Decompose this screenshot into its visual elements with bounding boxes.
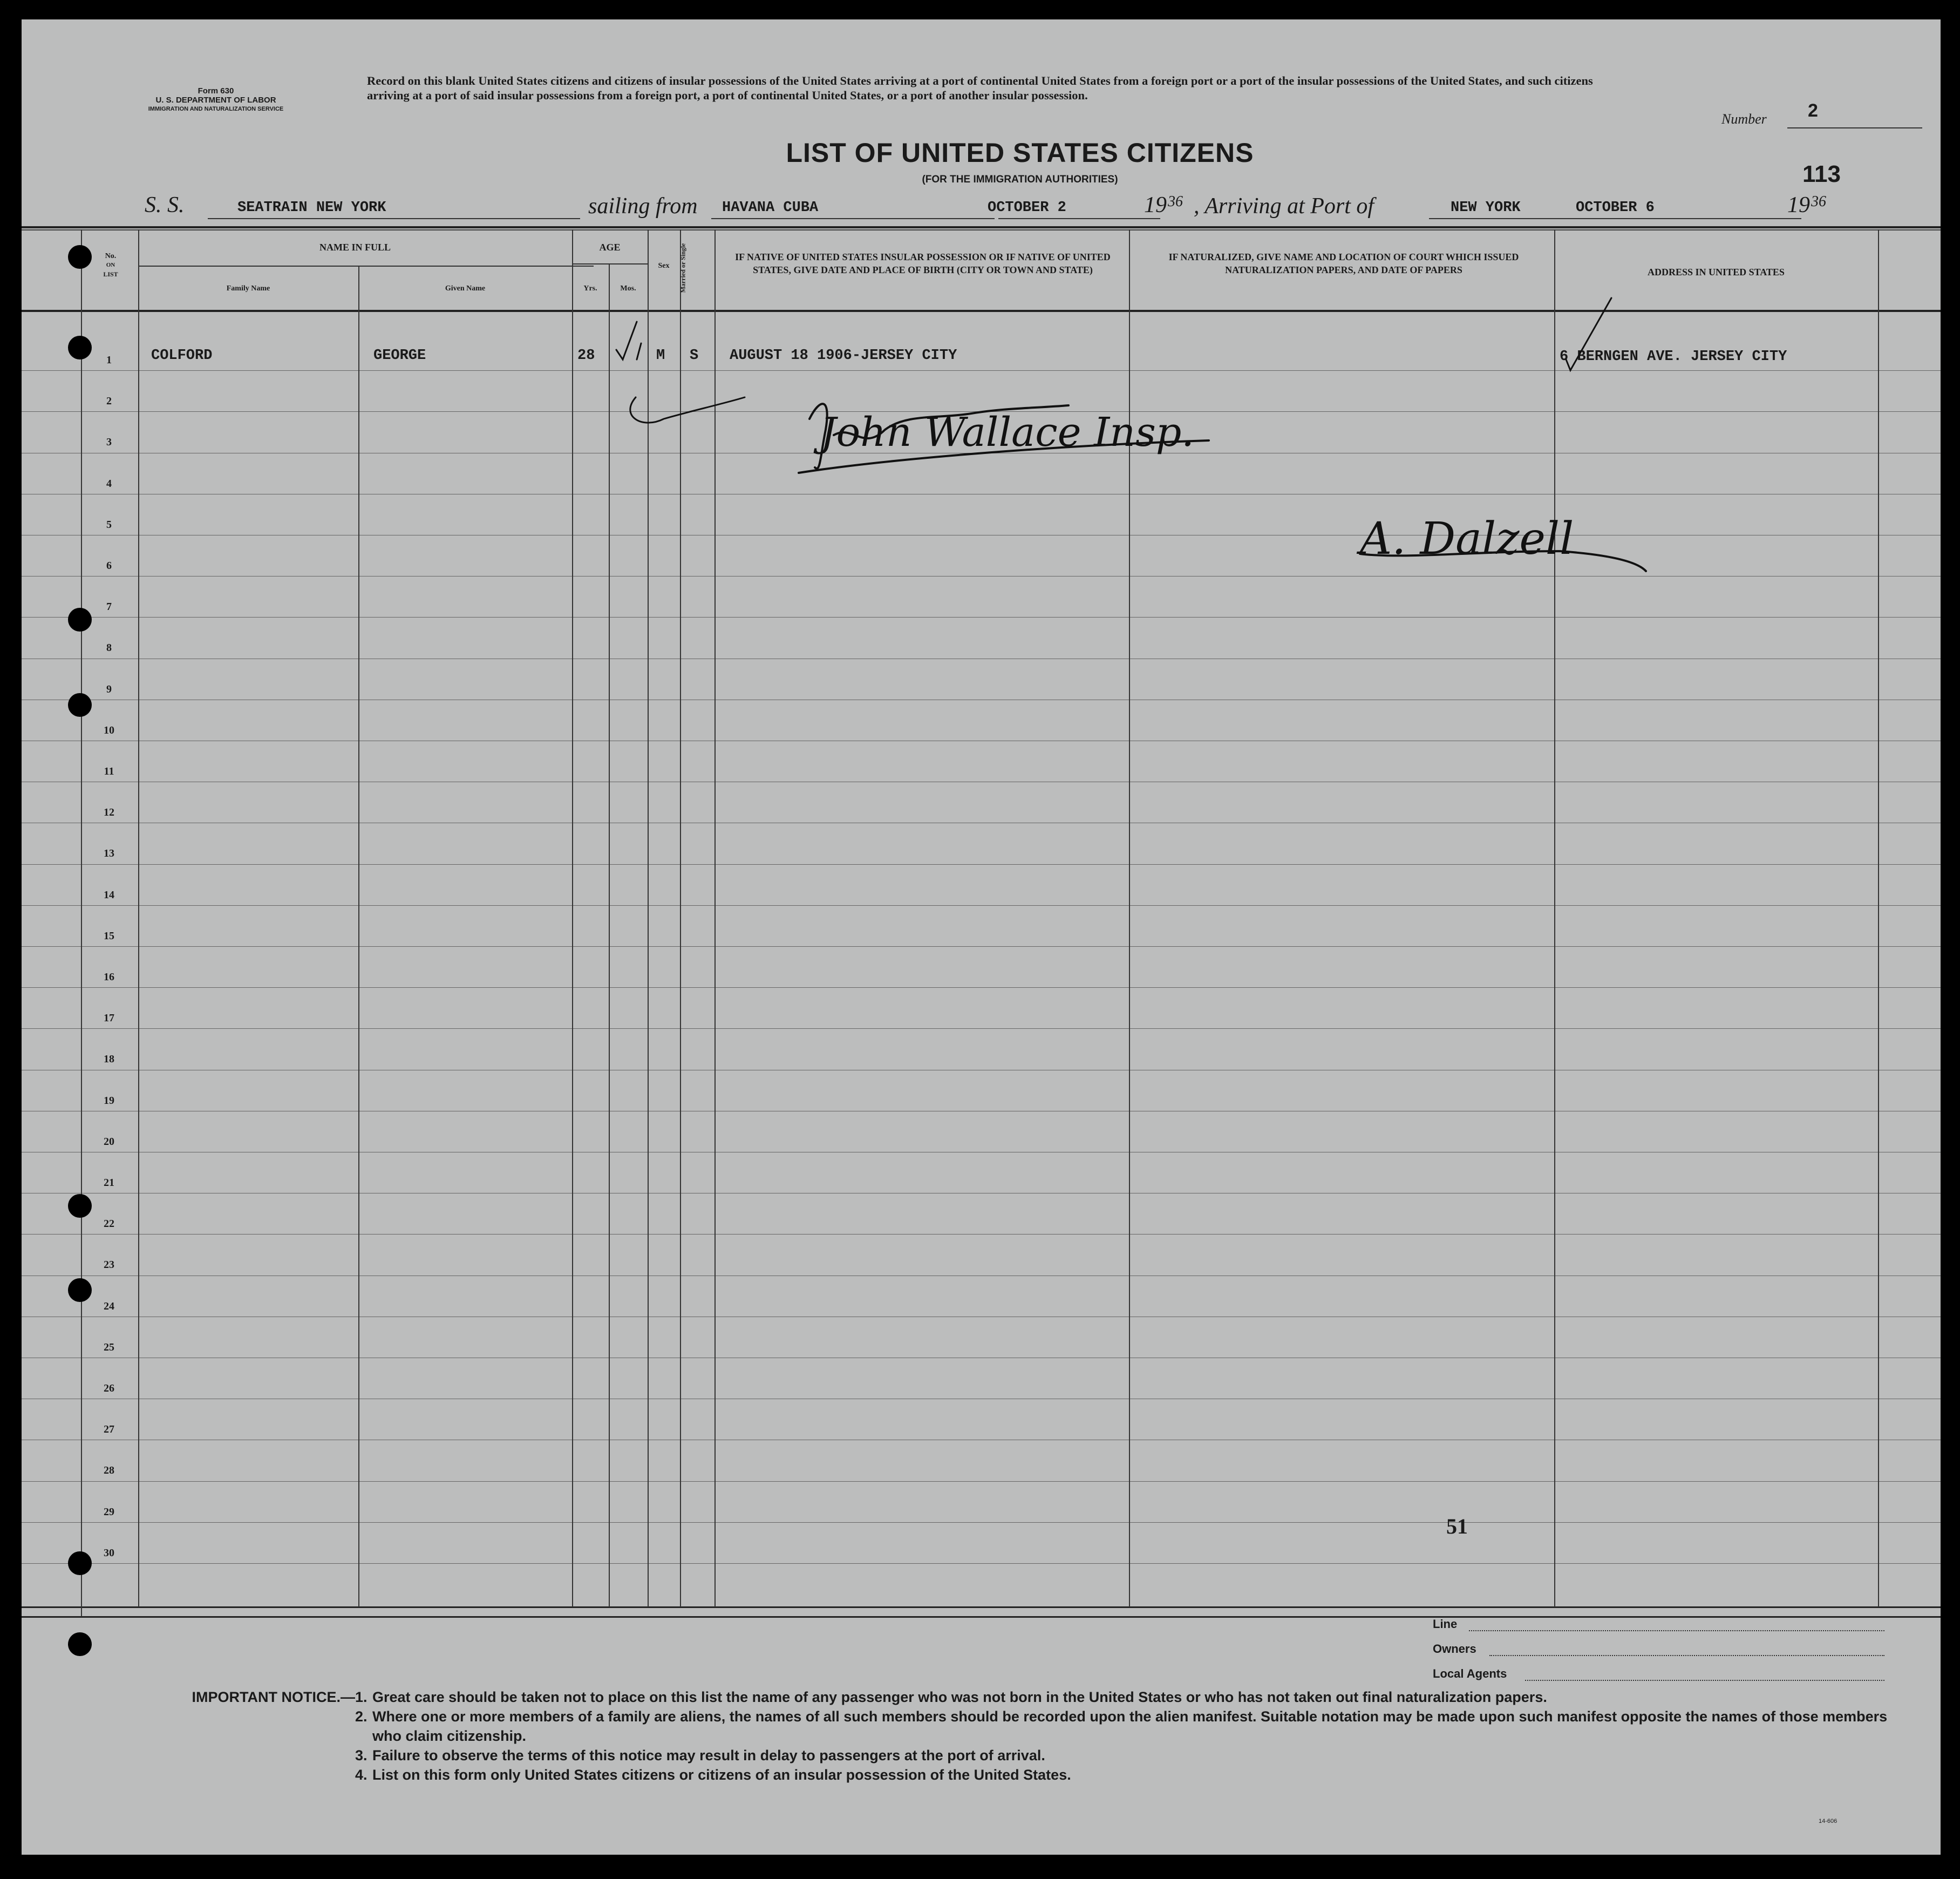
arrival-year-prefix: 19 [1787, 193, 1810, 218]
owners-field [1489, 1655, 1884, 1656]
number-label: Number [1721, 111, 1767, 127]
header-sex: Sex [658, 262, 670, 270]
number-value: 2 [1808, 100, 1818, 121]
print-code: 14-606 [1819, 1818, 1838, 1824]
ss-label: S. S. [145, 193, 185, 218]
inspector-signature [799, 404, 1209, 473]
form-number: Form 630 [198, 86, 234, 96]
notice-text: Failure to observe the terms of this notice may result in delay to passengers at the port of arrival. [372, 1747, 1045, 1763]
notice-text: Where one or more members of a family are aliens, the names of all such members should be recorded upon the alien manifest. Suitable notation may be made upon such manifest opposite the names of those members who claim citizenship. [372, 1708, 1888, 1744]
row-number: 9 [106, 683, 112, 695]
header-given-name: Given Name [445, 284, 486, 293]
row-number: 4 [106, 478, 112, 490]
row-number: 22 [104, 1218, 114, 1230]
owners-label: Owners [1433, 1642, 1476, 1656]
row-number: 29 [104, 1506, 114, 1518]
inspector-initial-mark [630, 397, 745, 423]
service-name: IMMIGRATION AND NATURALIZATION SERVICE [148, 106, 284, 112]
row-number: 30 [104, 1547, 114, 1559]
row-number: 15 [104, 930, 114, 942]
stamp-number: 51 [1446, 1514, 1468, 1538]
notice-heading: IMPORTANT NOTICE.— [192, 1689, 355, 1705]
notice-text: Great care should be taken not to place on this list the name of any passenger who was not born in the United States or who has not taken out final naturalization papers. [372, 1689, 1547, 1705]
header-age: AGE [599, 242, 621, 253]
notice-number: 1. [355, 1689, 368, 1705]
header-family-name: Family Name [226, 284, 270, 293]
notice-spacer [113, 1746, 355, 1765]
binder-hole-icon [68, 1632, 92, 1656]
header-on-text: ON [106, 262, 115, 268]
header-mos: Mos. [620, 284, 636, 293]
entry-sex: M [656, 348, 665, 364]
local-agents-field [1525, 1680, 1884, 1681]
line-label: Line [1433, 1617, 1458, 1631]
notice-number: 4. [355, 1767, 368, 1783]
notice-item-1 [113, 1687, 1905, 1707]
header-birth: IF NATIVE OF UNITED STATES INSULAR POSSESSION OR IF NATIVE OF UNITED STATES, GIVE DATE AND PLACE OF BIRTH (CITY OR TOWN AND STATE) [735, 252, 1111, 275]
page-subtitle: (FOR THE IMMIGRATION AUTHORITIES) [922, 174, 1118, 185]
notice-text: List on this form only United States citizens or citizens of an insular possession of the United States. [372, 1767, 1071, 1783]
arriving-label: , Arriving at Port of [1194, 194, 1374, 219]
year-prefix: 19 [1144, 193, 1167, 218]
check-mark-icon [616, 322, 637, 359]
arrival-date: OCTOBER 6 [1576, 200, 1655, 216]
page-title: LIST OF UNITED STATES CITIZENS [786, 138, 1254, 168]
notice-number: 2. [355, 1708, 368, 1725]
row-number: 17 [104, 1012, 114, 1024]
ship-name: SEATRAIN NEW YORK [237, 200, 386, 216]
entry-married: S [690, 348, 699, 364]
row-number: 25 [104, 1341, 114, 1353]
line-field [1469, 1630, 1884, 1631]
sail-date: OCTOBER 2 [988, 200, 1066, 216]
entry-family-name: COLFORD [151, 348, 213, 364]
address-check-mark-icon [1566, 298, 1611, 370]
binder-hole-icon [68, 245, 92, 269]
local-agents-label: Local Agents [1433, 1667, 1507, 1680]
important-notice [113, 1687, 1905, 1785]
header-list-text: LIST [103, 270, 118, 278]
binder-hole-icon [68, 1551, 92, 1575]
inspector-signature-text: John Wallace Insp. [820, 409, 1194, 456]
header-yrs: Yrs. [583, 284, 597, 293]
row-number: 10 [104, 724, 114, 736]
row-number: 28 [104, 1464, 114, 1476]
row-number: 5 [106, 519, 112, 531]
entry-address: 6 BERNGEN AVE. JERSEY CITY [1560, 349, 1787, 365]
row-number: 26 [104, 1382, 114, 1394]
arrival-year: 36 [1811, 193, 1826, 210]
header-naturalized: IF NATURALIZED, GIVE NAME AND LOCATION OF COURT WHICH ISSUED NATURALIZATION PAPERS, AND DATE OF PAPERS [1168, 252, 1519, 275]
row-number: 1 [106, 354, 112, 366]
row-number: 8 [106, 642, 112, 654]
second-signature [1356, 513, 1646, 571]
header-name-in-full: NAME IN FULL [319, 242, 391, 253]
arrival-port: NEW YORK [1451, 200, 1521, 216]
row-number: 13 [104, 847, 114, 859]
handwriting-overlay [22, 19, 1941, 1855]
notice-number: 3. [355, 1747, 368, 1763]
notice-item-3 [113, 1746, 1905, 1765]
row-number: 24 [104, 1300, 114, 1312]
entry-birth: AUGUST 18 1906-JERSEY CITY [730, 348, 957, 364]
row-number: 18 [104, 1053, 114, 1065]
row-number: 14 [104, 889, 114, 901]
notice-item-4 [113, 1765, 1905, 1785]
row-number: 16 [104, 971, 114, 983]
row-number: 21 [104, 1177, 114, 1189]
row-number: 19 [104, 1095, 114, 1107]
binder-hole-icon [68, 336, 92, 359]
binder-hole-icon [68, 1194, 92, 1218]
department-name: U. S. DEPARTMENT OF LABOR [155, 96, 276, 105]
binder-hole-icon [68, 608, 92, 632]
entry-age: 28 [577, 348, 595, 364]
check-marks [616, 298, 1611, 423]
header-no-text: No. [105, 252, 117, 260]
page-number: 113 [1802, 161, 1841, 187]
row-number: 23 [104, 1259, 114, 1271]
second-signature-text: A. Dalzell [1360, 513, 1574, 565]
manifest-sheet [22, 19, 1941, 1855]
notice-item-2 [113, 1707, 1905, 1746]
row-number: 2 [106, 395, 112, 407]
sailing-from: HAVANA CUBA [722, 200, 819, 216]
sailing-label: sailing from [588, 194, 698, 219]
sail-year: 36 [1168, 193, 1183, 210]
row-number: 7 [106, 601, 112, 613]
header-address: ADDRESS IN UNITED STATES [1648, 267, 1785, 277]
row-number: 20 [104, 1136, 114, 1148]
row-number: 11 [104, 765, 114, 777]
binder-hole-icon [68, 693, 92, 717]
notice-spacer [113, 1765, 355, 1785]
header-married-or-single: Married or Single [679, 243, 687, 293]
row-number: 27 [104, 1423, 114, 1435]
row-number: 3 [106, 436, 112, 448]
record-note: Record on this blank United States citizens and citizens of insular possessions of the United States arriving at a port of continental United States from a foreign port or a port of the insular possessions of the United States, and such citizens arriving at a port of said insular possessions from a foreign port, a port of continental United States, or a port of another insular possession. [367, 74, 1593, 102]
row-number: 12 [104, 806, 114, 818]
binder-hole-icon [68, 1278, 92, 1302]
notice-spacer [113, 1707, 355, 1746]
entry-given-name: GEORGE [373, 348, 426, 364]
row-number: 6 [106, 560, 112, 572]
tick-mark-icon [637, 343, 641, 359]
